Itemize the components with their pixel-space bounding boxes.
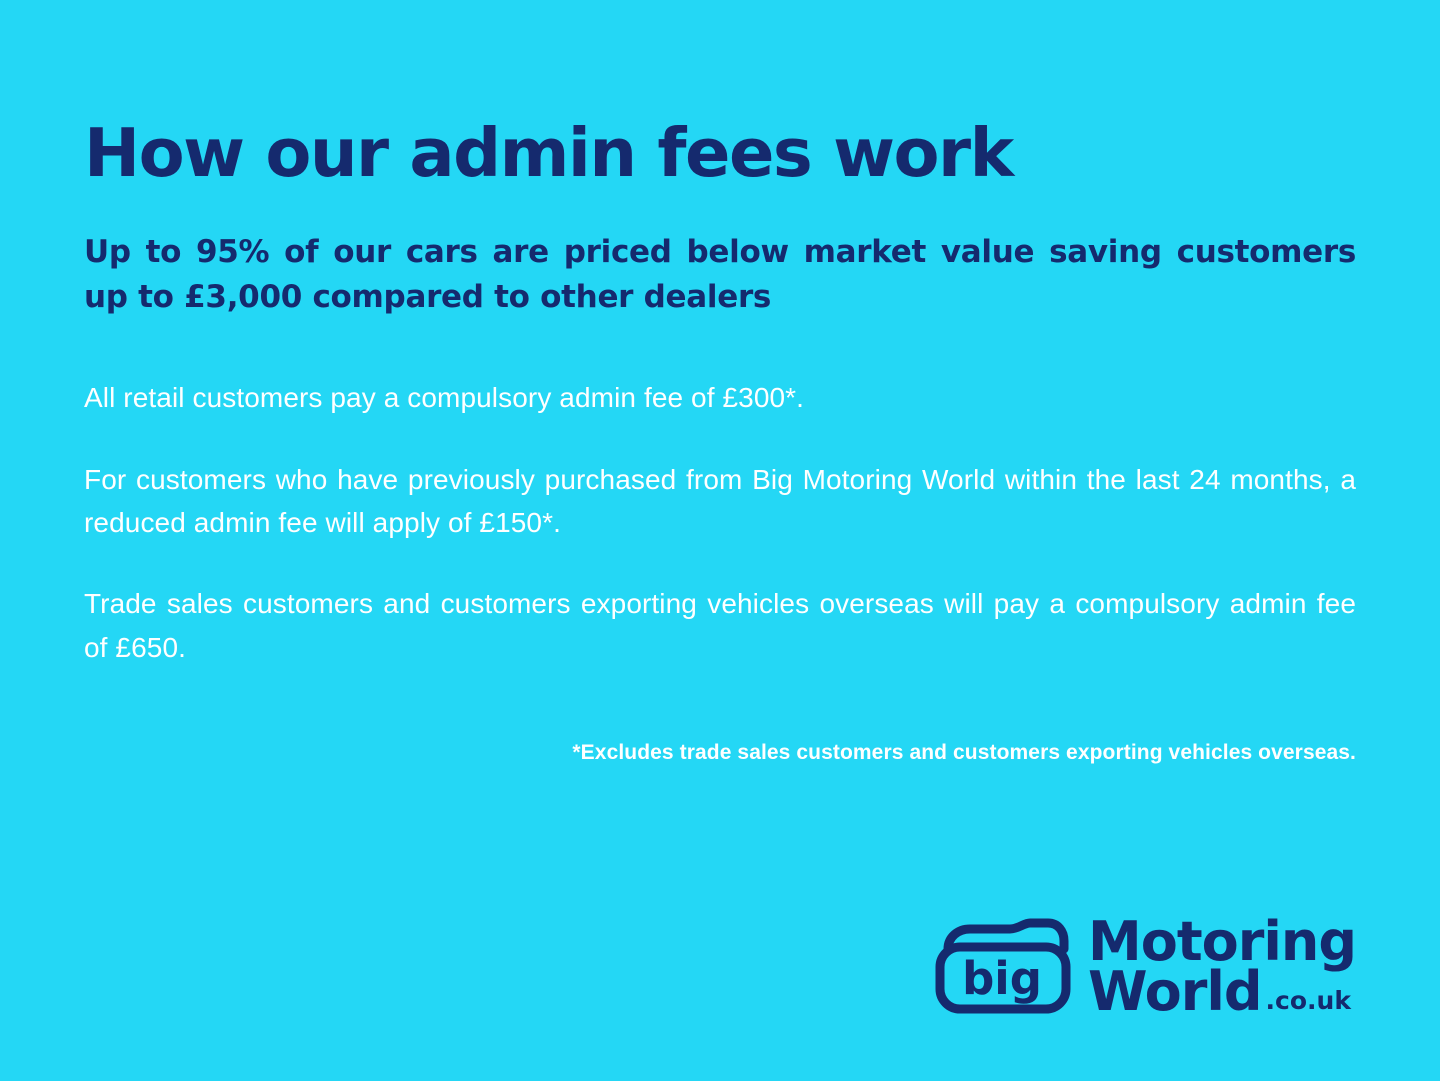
brand-line-2-row — [1088, 960, 1356, 1023]
brand-domain-suffix: .co.uk — [1265, 985, 1351, 1015]
page-title: How our admin fees work — [84, 114, 1013, 192]
spacer — [84, 544, 1356, 582]
paragraph-returning-customer-fee: For customers who have previously purchased from Big Motoring World within the last 24 months, a reduced admin fee will apply of £150*. — [84, 463, 1356, 538]
paragraph-trade-export-fee: Trade sales customers and customers exporting vehicles overseas will pay a compulsory admin fee of £650. — [84, 588, 1356, 663]
spacer — [84, 420, 1356, 458]
brand-logo — [932, 910, 1356, 1023]
big-car-logo-icon — [932, 915, 1074, 1019]
subheading-text: Up to 95% of our cars are priced below market value saving customers up to £3,000 compared to other dealers — [84, 234, 1356, 316]
svg-text:big: big — [962, 952, 1042, 1005]
paragraph-retail-fee: All retail customers pay a compulsory admin fee of £300*. — [84, 382, 805, 414]
brand-line-1: Motoring — [1088, 910, 1356, 974]
brand-wordmark — [1088, 910, 1356, 1023]
brand-line-2: World — [1088, 960, 1262, 1023]
footnote-text: *Excludes trade sales customers and customers exporting vehicles overseas. — [572, 741, 1356, 765]
spacer — [84, 320, 1356, 376]
